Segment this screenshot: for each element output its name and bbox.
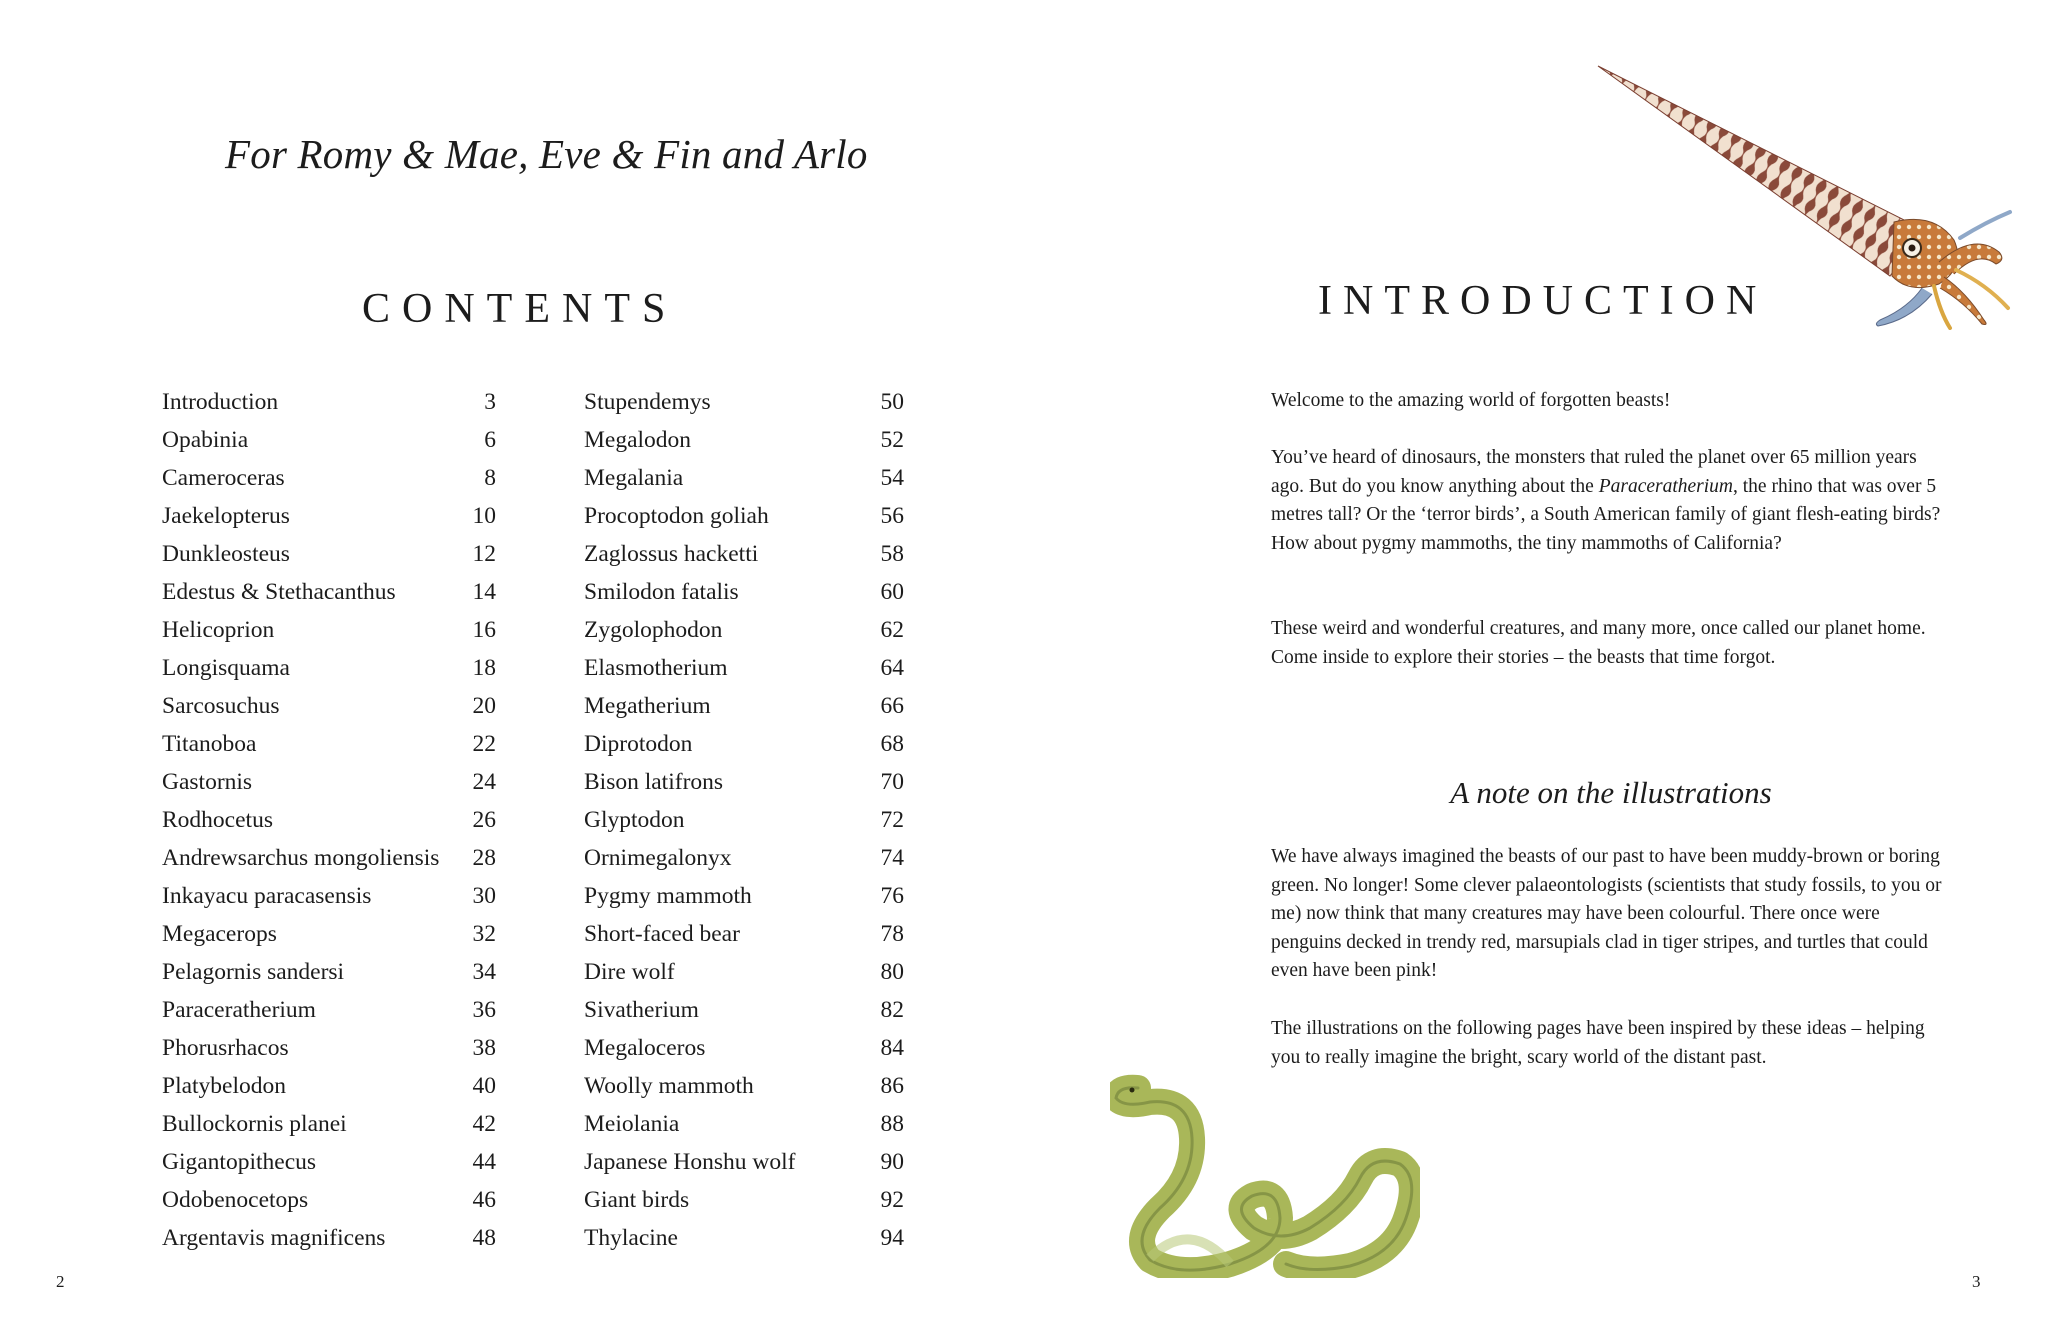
toc-entry-title: Argentavis magnificens: [162, 1225, 386, 1251]
intro-dinosaurs-paragraph: [1271, 444, 1951, 558]
titanoboa-illustration: [1110, 1068, 1420, 1278]
toc-entry-title: Sarcosuchus: [162, 693, 280, 719]
toc-entry-page: 8: [484, 465, 496, 491]
toc-entry-page: 60: [880, 579, 904, 605]
intro-welcome-paragraph: [1271, 387, 1951, 416]
toc-entry-page: 40: [472, 1073, 496, 1099]
toc-entry: [162, 497, 502, 535]
toc-entry: [584, 535, 904, 573]
introduction-heading: INTRODUCTION: [1318, 278, 1768, 324]
toc-entry: [584, 649, 904, 687]
toc-entry-page: 10: [472, 503, 496, 529]
contents-heading: CONTENTS: [362, 286, 678, 332]
toc-entry: [162, 573, 502, 611]
toc-entry-page: 24: [472, 769, 496, 795]
toc-entry-title: Platybelodon: [162, 1073, 287, 1099]
toc-entry-title: Zygolophodon: [584, 617, 723, 643]
toc-entry-page: 50: [880, 389, 904, 415]
toc-entry-page: 48: [472, 1225, 496, 1251]
toc-entry: [584, 611, 904, 649]
toc-entry: [584, 801, 904, 839]
toc-entry-title: Titanoboa: [162, 731, 257, 757]
toc-entry: [162, 535, 502, 573]
toc-entry-page: 58: [880, 541, 904, 567]
toc-entry-page: 64: [880, 655, 904, 681]
toc-entry-page: 80: [880, 959, 904, 985]
toc-entry-title: Ornimegalonyx: [584, 845, 732, 871]
toc-entry-title: Dunkleosteus: [162, 541, 290, 567]
toc-entry-page: 18: [472, 655, 496, 681]
toc-entry-title: Short-faced bear: [584, 921, 740, 947]
toc-entry-title: Thylacine: [584, 1225, 678, 1251]
toc-entry-page: 74: [880, 845, 904, 871]
toc-entry-page: 86: [880, 1073, 904, 1099]
toc-entry-page: 66: [880, 693, 904, 719]
toc-entry: [162, 763, 502, 801]
toc-entry: [162, 953, 502, 991]
toc-entry-page: 62: [880, 617, 904, 643]
toc-entry-title: Inkayacu paracasensis: [162, 883, 372, 909]
toc-entry-title: Gastornis: [162, 769, 253, 795]
toc-entry-title: Edestus & Stethacanthus: [162, 579, 396, 605]
toc-entry-page: 76: [880, 883, 904, 909]
toc-entry-title: Jaekelopterus: [162, 503, 290, 529]
toc-entry: [584, 953, 904, 991]
toc-entry: [162, 1067, 502, 1105]
toc-entry-title: Megaloceros: [584, 1035, 706, 1061]
toc-entry: [162, 1181, 502, 1219]
toc-entry-page: 12: [472, 541, 496, 567]
toc-entry-title: Andrewsarchus mongoliensis: [162, 845, 440, 871]
toc-entry-page: 36: [472, 997, 496, 1023]
toc-entry-page: 30: [472, 883, 496, 909]
toc-entry-title: Megalodon: [584, 427, 692, 453]
toc-entry: [162, 421, 502, 459]
toc-entry: [584, 991, 904, 1029]
toc-entry: [584, 497, 904, 535]
toc-entry-title: Dire wolf: [584, 959, 675, 985]
toc-entry-title: Gigantopithecus: [162, 1149, 317, 1175]
toc-entry-title: Longisquama: [162, 655, 290, 681]
toc-entry-page: 88: [880, 1111, 904, 1137]
toc-entry-title: Meiolania: [584, 1111, 680, 1137]
toc-entry: [584, 1219, 904, 1257]
toc-entry-title: Pelagornis sandersi: [162, 959, 345, 985]
toc-entry: [162, 611, 502, 649]
toc-entry-page: 42: [472, 1111, 496, 1137]
illustrations-note-heading: A note on the illustrations: [1450, 775, 1772, 810]
toc-entry-page: 78: [880, 921, 904, 947]
toc-entry-title: Elasmotherium: [584, 655, 728, 681]
toc-entry-page: 38: [472, 1035, 496, 1061]
toc-entry: [162, 1029, 502, 1067]
toc-entry: [584, 839, 904, 877]
toc-entry: [584, 383, 904, 421]
toc-entry: [584, 877, 904, 915]
toc-entry-title: Giant birds: [584, 1187, 690, 1213]
toc-entry-page: 52: [880, 427, 904, 453]
toc-entry-title: Stupendemys: [584, 389, 711, 415]
toc-entry-page: 14: [472, 579, 496, 605]
toc-entry: [584, 915, 904, 953]
toc-entry-title: Zaglossus hacketti: [584, 541, 759, 567]
toc-entry: [584, 573, 904, 611]
toc-entry: [162, 725, 502, 763]
toc-entry-title: Woolly mammoth: [584, 1073, 754, 1099]
toc-entry-page: 70: [880, 769, 904, 795]
dinosaurs-text-start: You’ve heard of dinosaurs, the monsters that ruled the planet over 65 million years ago. But do you know anything about the: [1271, 447, 1917, 497]
toc-entry-title: Megalania: [584, 465, 684, 491]
illustrations-paragraph-1: [1271, 843, 1951, 986]
toc-entry: [162, 801, 502, 839]
page-number-right: 3: [1972, 1272, 1981, 1291]
toc-entry-title: Pygmy mammoth: [584, 883, 752, 909]
toc-entry: [162, 383, 502, 421]
toc-entry: [162, 1105, 502, 1143]
toc-entry-page: 28: [472, 845, 496, 871]
toc-entry-title: Paraceratherium: [162, 997, 316, 1023]
toc-entry: [162, 459, 502, 497]
toc-entry-title: Sivatherium: [584, 997, 699, 1023]
illustrations-paragraph-2: [1271, 1015, 1951, 1072]
toc-entry: [162, 839, 502, 877]
toc-column-1: [162, 383, 502, 1257]
toc-entry: [162, 649, 502, 687]
paraceratherium-italic: Paraceratherium: [1598, 475, 1733, 497]
toc-entry: [162, 877, 502, 915]
toc-entry-title: Odobenocetops: [162, 1187, 309, 1213]
toc-entry: [584, 763, 904, 801]
toc-column-2: [584, 383, 904, 1257]
toc-entry-page: 44: [472, 1149, 496, 1175]
toc-entry-page: 26: [472, 807, 496, 833]
toc-entry-title: Phorusrhacos: [162, 1035, 289, 1061]
toc-entry-page: 20: [472, 693, 496, 719]
toc-entry-page: 3: [484, 389, 496, 415]
toc-entry: [584, 725, 904, 763]
toc-entry-title: Glyptodon: [584, 807, 685, 833]
page-number-left: 2: [56, 1272, 65, 1291]
welcome-text: Welcome to the amazing world of forgotten beasts!: [1271, 390, 1671, 411]
toc-entry-page: 32: [472, 921, 496, 947]
toc-entry-page: 82: [880, 997, 904, 1023]
toc-entry-title: Bullockornis planei: [162, 1111, 347, 1137]
dinosaurs-text: [1271, 444, 1951, 558]
toc-entry-title: Procoptodon goliah: [584, 503, 769, 529]
toc-entry-title: Introduction: [162, 389, 279, 415]
toc-entry: [584, 1143, 904, 1181]
toc-entry: [584, 421, 904, 459]
toc-entry: [584, 459, 904, 497]
toc-entry: [162, 991, 502, 1029]
toc-entry-page: 94: [880, 1225, 904, 1251]
toc-entry: [162, 687, 502, 725]
dinosaurs-text-end: , the rhino that was over 5 metres tall? Or the ‘terror birds’, a South American family of giant flesh-eating birds? How about pygmy mammoths, the tiny mammoths of California?: [1271, 475, 1941, 554]
toc-entry: [162, 1219, 502, 1257]
toc-entry: [162, 1143, 502, 1181]
toc-entry-page: 92: [880, 1187, 904, 1213]
toc-entry-title: Bison latifrons: [584, 769, 724, 795]
toc-entry-page: 54: [880, 465, 904, 491]
toc-entry: [584, 1029, 904, 1067]
toc-entry-page: 56: [880, 503, 904, 529]
toc-entry-title: Helicoprion: [162, 617, 275, 643]
toc-entry: [584, 1105, 904, 1143]
toc-entry-page: 22: [472, 731, 496, 757]
intro-creatures-paragraph: [1271, 615, 1951, 672]
toc-entry: [162, 915, 502, 953]
toc-entry-page: 90: [880, 1149, 904, 1175]
toc-entry-title: Opabinia: [162, 427, 249, 453]
toc-entry-title: Megacerops: [162, 921, 277, 947]
toc-entry-page: 6: [484, 427, 496, 453]
toc-entry: [584, 1181, 904, 1219]
creatures-text: These weird and wonderful creatures, and many more, once called our planet home. Come inside to explore their stories – the beasts that time forgot.: [1271, 618, 1926, 668]
toc-entry-page: 46: [472, 1187, 496, 1213]
toc-entry-title: Smilodon fatalis: [584, 579, 739, 605]
toc-entry-title: Cameroceras: [162, 465, 285, 491]
toc-entry-title: Japanese Honshu wolf: [584, 1149, 796, 1175]
toc-entry-title: Diprotodon: [584, 731, 693, 757]
dedication: For Romy & Mae, Eve & Fin and Arlo: [225, 131, 868, 177]
toc-entry-title: Megatherium: [584, 693, 711, 719]
imagined-text: We have always imagined the beasts of our past to have been muddy-brown or boring green. No longer! Some clever palaeontologists (scientists that study fossils, to you or me) now think that many creatures may have been colourful. There once were penguins decked in trendy red, marsupials clad in tiger stripes, and turtles that could even have been pink!: [1271, 846, 1942, 981]
toc-entry-page: 84: [880, 1035, 904, 1061]
toc-entry-title: Rodhocetus: [162, 807, 273, 833]
toc-entry: [584, 687, 904, 725]
toc-entry-page: 34: [472, 959, 496, 985]
toc-entry: [584, 1067, 904, 1105]
illus-text: The illustrations on the following pages have been inspired by these ideas – helping you to really imagine the bright, scary world of the distant past.: [1271, 1018, 1925, 1068]
toc-entry-page: 68: [880, 731, 904, 757]
toc-entry-page: 72: [880, 807, 904, 833]
toc-entry-page: 16: [472, 617, 496, 643]
